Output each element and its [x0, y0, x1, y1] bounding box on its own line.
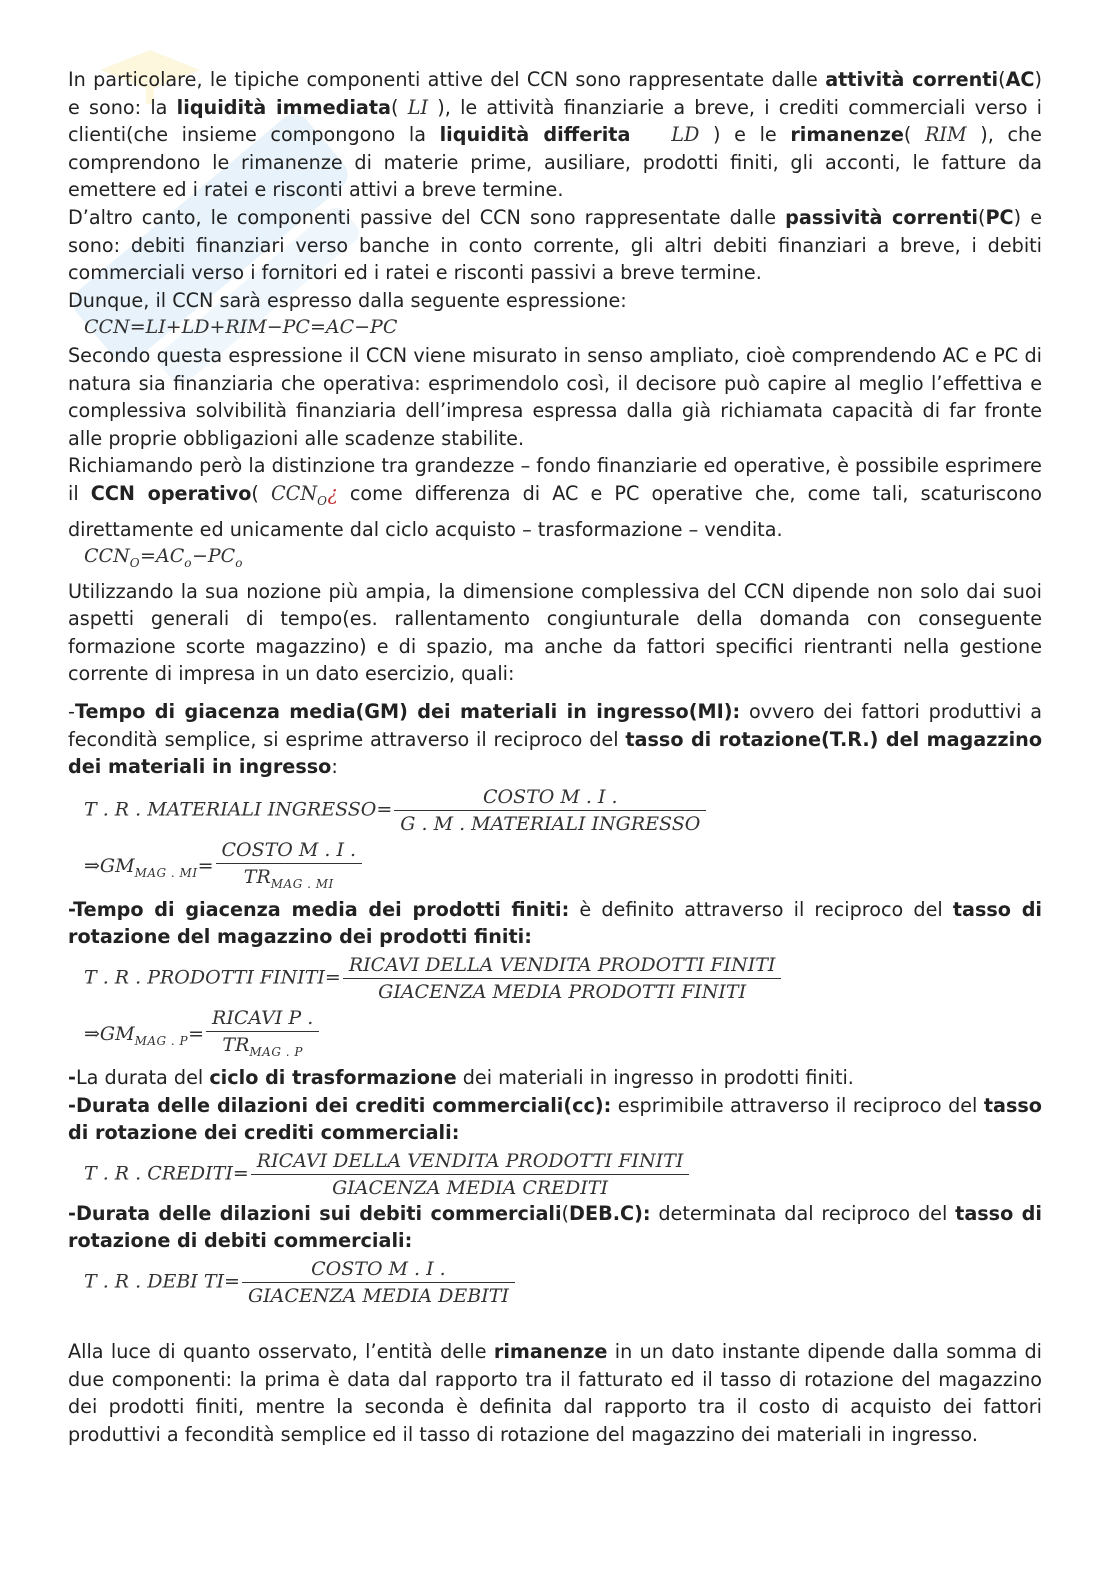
math-ccn-o: $CCN_O¿$ — [271, 481, 338, 508]
math-rim: RIM — [924, 123, 967, 147]
equation-ccn: CCN=LI+LD+RIM−PC=AC−PC — [84, 316, 398, 339]
paragraph-nozione-ampia: Utilizzando la sua nozione più ampia, la dimensione complessiva del CCN dipende non solo dai suoi aspetti generali di tempo(es. rallentamento congiunturale della domanda con conseguente formazione scorte magazzino) e di spazio, ma anche da fattori specifici rientranti nella gestione corrente di impresa in un dato esercizio, quali: — [68, 579, 1042, 686]
equation-tr-materiali: T . R . MATERIALI INGRESSO= $\frac{\text{COSTO M . I .}}{\text{G . M . MATERIALI INGRESSO}}$ — [84, 785, 1042, 836]
paragraph-passivita-correnti: D’altro canto, le componenti passive del CCN sono rappresentate dalle passività correnti(PC) e sono: debiti finanziari verso banche in conto corrente, gli altri debiti finanziari a breve, i debiti commerciali verso i fornitori ed i ratei e risconti passivi a breve termine. — [68, 205, 1042, 285]
paragraph-crediti-commerciali: -Durata delle dilazioni dei crediti commerciali(cc): esprimibile attraverso il reciproco del tasso di rotazione dei crediti commerciali: — [68, 1093, 1042, 1145]
equation-tr-prodotti: T . R . PRODOTTI FINITI= $\frac{\text{RICAVI DELLA VENDITA PRODOTTI FINITI}}{\text{GIACENZA MEDIA PRODOTTI FINITI}}$ — [84, 953, 1042, 1004]
equation-gm-materiali: $\Rightarrow GM_{MAG . MI}=$ $\frac{\text{COSTO M . I .}}{TR_{MAG . MI}}$ — [84, 838, 1042, 896]
paragraph-giacenza-materiali: -Tempo di giacenza media(GM) dei materiali in ingresso(MI): ovvero dei fattori produttivi a fecondità semplice, si esprime attraverso il reciproco del tasso di rotazione(T.R.) del magazzino dei materiali in ingresso: — [68, 700, 1042, 779]
paragraph-rimanenze-conclusione: Alla luce di quanto osservato, l’entità delle rimanenze in un dato instante dipende dalla somma di due componenti: la prima è data dal rapporto tra il fatturato ed il tasso di rotazione del magazzino dei prodotti finiti, mentre la seconda è definita dal rapporto tra il costo di acquisto dei fattori produttivi a fecondità semplice ed il tasso di rotazione del magazzino dei materiali in ingresso. — [68, 1340, 1042, 1446]
document-page — [68, 66, 1042, 1448]
math-li: LI — [407, 95, 429, 119]
math-ld: LD — [671, 123, 700, 147]
paragraph-senso-ampliato: Secondo questa espressione il CCN viene misurato in senso ampliato, cioè comprendendo AC e PC di natura sia finanziaria che operativa: esprimendolo così, il decisore può capire al meglio l’effettiva e complessiva solvibilità finanziaria dell’impresa espressa dalla già richiamata capacità di far fronte alle proprie obbligazioni alle scadenze stabilite. — [68, 343, 1042, 450]
paragraph-attivita-correnti: In particolare, le tipiche componenti attive del CCN sono rappresentate dalle attività correnti(AC) e sono: la liquidità immediata( LI ), le attività finanziarie a breve, i crediti commerciali verso i clienti(che insieme compongono la liquidità differita LD ) e le rimanenze( RIM ), che comprendono le rimanenze di materie prime, ausiliare, prodotti finiti, gli acconti, le fatture da emettere ed i ratei e risconti attivi a breve termine. — [68, 68, 1043, 202]
equation-tr-crediti: T . R . CREDITI= $\frac{\text{RICAVI DELLA VENDITA PRODOTTI FINITI}}{\text{GIACENZA MEDIA CREDITI}}$ — [84, 1149, 1042, 1200]
paragraph-debiti-commerciali: -Durata delle dilazioni sui debiti commerciali(DEB.C): determinata dal reciproco del tasso di rotazione di debiti commerciali: — [68, 1201, 1042, 1253]
paragraph-ciclo-trasformazione: -La durata del ciclo di trasformazione dei materiali in ingresso in prodotti finiti. — [68, 1066, 854, 1090]
paragraph-giacenza-prodotti: -Tempo di giacenza media dei prodotti finiti: è definito attraverso il reciproco del tasso di rotazione del magazzino dei prodotti finiti: — [68, 897, 1043, 949]
paragraph-dunque: Dunque, il CCN sarà espresso dalla seguente espressione: — [68, 288, 627, 312]
paragraph-ccn-operativo: Richiamando però la distinzione tra grandezze – fondo finanziarie ed operative, è possibile esprimere il CCN operativo( $CCN_O¿$ come differenza di AC e PC operative che, come tali, scaturiscono direttamente ed unicamente dal ciclo acquisto – trasformazione – vendita. — [68, 454, 1042, 541]
equation-ccn-operativo: $CCN_O=AC_o-PC_o$ — [84, 545, 243, 571]
equation-gm-prodotti: $\Rightarrow GM_{MAG . P}=$ $\frac{\text{RICAVI P .}}{TR_{MAG . P}}$ — [84, 1006, 1042, 1064]
equation-tr-debiti: T . R . DEBI TI= $\frac{\text{COSTO M . I .}}{\text{GIACENZA MEDIA DEBITI}}$ — [84, 1257, 1042, 1308]
